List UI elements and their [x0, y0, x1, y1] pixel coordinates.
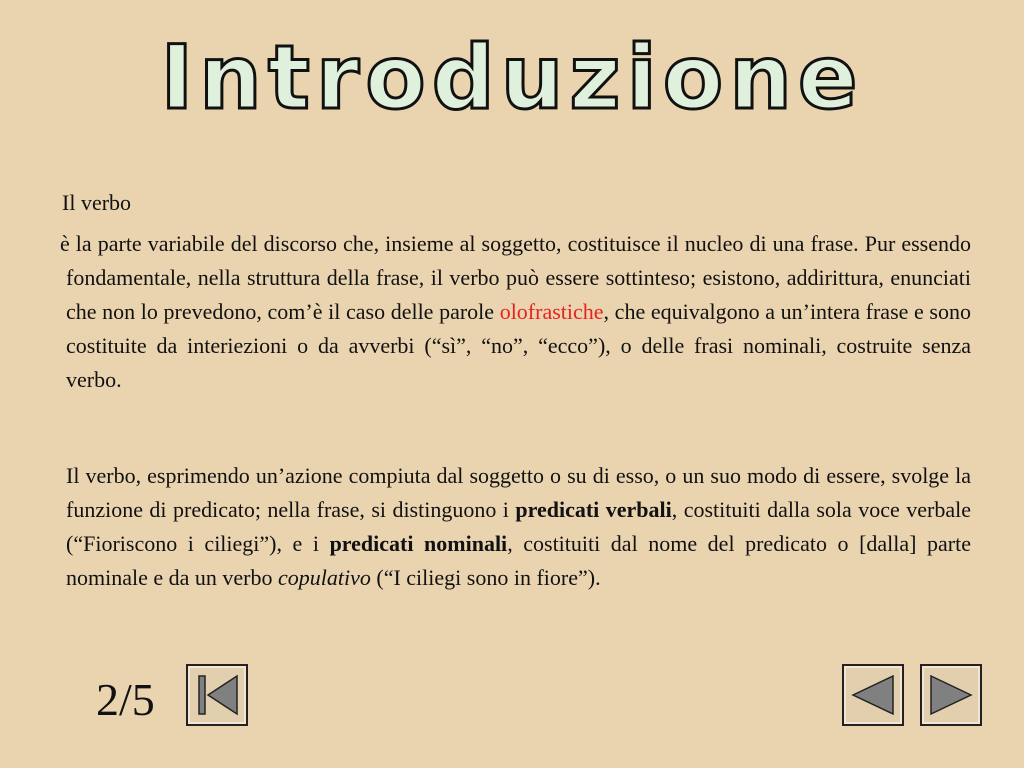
first-slide-button[interactable]: [186, 664, 248, 726]
paragraph-1-text-a: è la parte variabile del discorso che, insieme al soggetto, costituisce il nucleo di una frase. Pur essendo fondamentale, nella struttura della frase, il verbo può essere sottinteso; esistono, addirittura, enunciati che non lo prevedono, com’è il caso delle parole: [60, 231, 971, 324]
next-slide-button[interactable]: [920, 664, 982, 726]
paragraph-2-text-c: , costituiti dal nome del predicato o [dalla] parte nominale e da un verbo: [66, 531, 972, 590]
bold-term-predicati-verbali: predicati verbali: [515, 497, 672, 522]
previous-slide-icon: [844, 666, 902, 724]
paragraph-2: [66, 459, 971, 595]
bold-term-predicati-nominali: predicati nominali: [329, 531, 508, 556]
slide-title: Introduzione: [160, 26, 864, 129]
paragraph-2-text-a: Il verbo, esprimendo un’azione compiuta dal soggetto o su di esso, o un suo modo di essere, svolge la funzione di predicato; nella frase, si distinguono i: [66, 463, 971, 522]
previous-slide-button[interactable]: [842, 664, 904, 726]
first-slide-icon: [188, 666, 246, 724]
intro-text: Il verbo: [62, 190, 132, 215]
paragraph-1-text-b: , che equivalgono a un’intera frase e sono costituite da interiezioni o da avverbi (“sì”, “no”, “ecco”), o delle frasi nominali, costruite senza verbo.: [66, 299, 971, 392]
highlighted-term: olofrastiche: [499, 299, 604, 324]
paragraph-1: [60, 227, 971, 397]
next-slide-icon: [922, 666, 980, 724]
paragraph-2-text-b: , costituiti dalla sola voce verbale (“Fioriscono i ciliegi”), e i: [66, 497, 971, 556]
page-indicator: 2/5: [96, 674, 155, 725]
italic-term-copulativo: copulativo: [278, 565, 371, 590]
paragraph-2-text-d: (“I ciliegi sono in fiore”).: [370, 565, 601, 590]
